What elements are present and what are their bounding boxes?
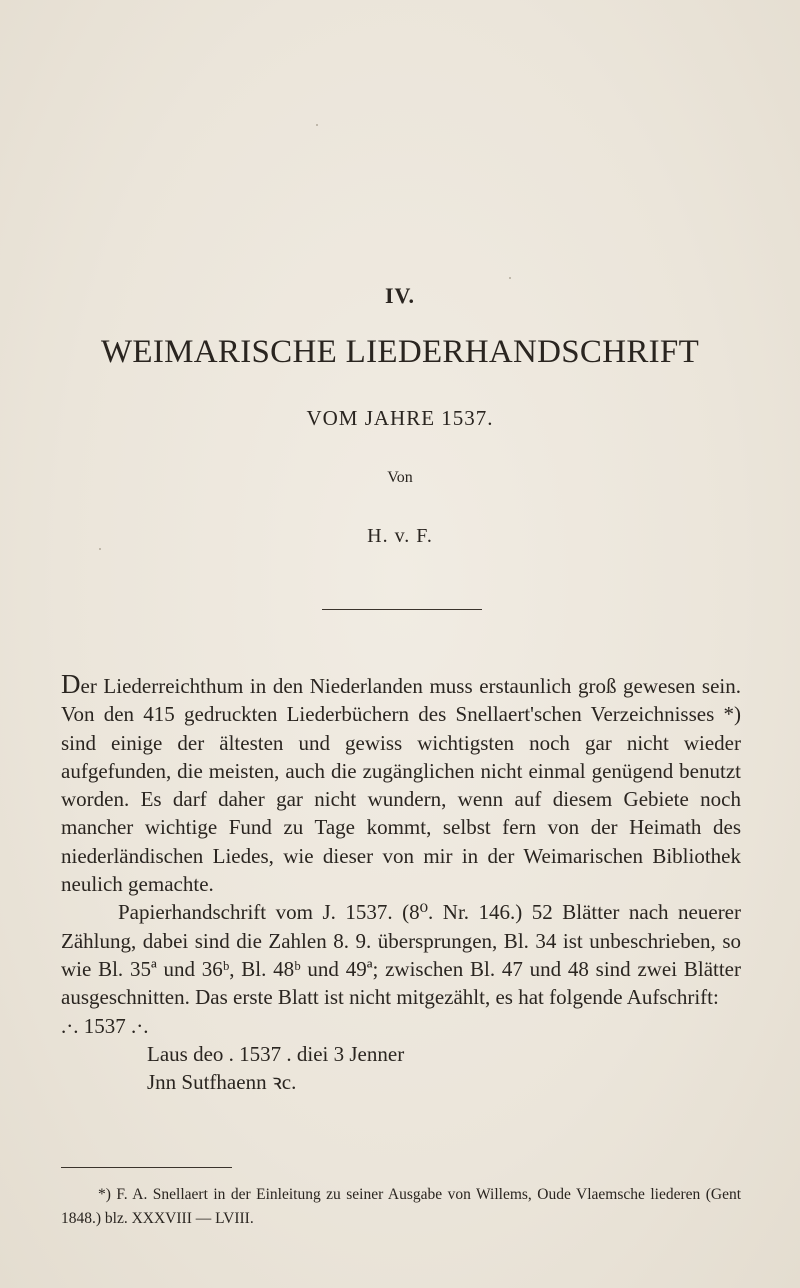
body-text — [61, 670, 741, 1096]
paper-speck — [316, 124, 318, 126]
drop-cap: D — [61, 669, 81, 699]
title-divider — [322, 609, 482, 610]
chapter-numeral: IV. — [384, 283, 416, 308]
footnote — [61, 1183, 741, 1231]
paragraph-2: Papierhandschrift vom J. 1537. (8⁰. Nr. 146.) 52 Blätter nach neuerer Zählung, dabei sind die Zahlen 8. 9. übersprungen, Bl. 34 ist unbeschrieben, so wie Bl. 35ª und 36ᵇ, Bl. 48ᵇ und 49ª; zwischen Bl. 47 und 48 sind zwei Blätter ausgeschnitten. Das erste Blatt ist nicht mitgezählt, es hat folgende Aufschrift: — [61, 900, 741, 1010]
footnote-marker: *) — [98, 1186, 111, 1203]
inscription-line-1: .·. 1537 .·. — [61, 1013, 149, 1038]
paper-speck — [509, 277, 511, 279]
paper-speck — [99, 548, 101, 550]
footnote-divider — [61, 1167, 232, 1168]
byline-label: Von — [387, 469, 413, 486]
chapter-subtitle: VOM JAHRE 1537. — [306, 406, 494, 430]
inscription-line-2: Laus deo . 1537 . diei 3 Jenner — [147, 1041, 405, 1066]
paragraph-1-text: er Liederreichthum in den Niederlanden muss erstaunlich groß gewesen sein. Von den 415 gedruckten Liederbüchern des Snellaert'schen Verzeichnisses *) sind einige der ältesten und gewiss wichtigsten noch gar nicht wieder aufgefunden, die meisten, auch die zugänglichen nicht einmal genügend benutzt worden. Es darf daher gar nicht wundern, wenn auf diesem Gebiete noch mancher wichtige Fund zu Tage kommt, selbst fern von der Heimath des niederländischen Liedes, wie dieser von mir in der Weimarischen Bibliothek neulich gemachte. — [61, 674, 741, 897]
author-name: H. v. F. — [367, 525, 433, 547]
footnote-text: F. A. Snellaert in der Einleitung zu seiner Ausgabe von Willems, Oude Vlaemsche liederen (Gent 1848.) blz. XXXVIII — LVIII. — [61, 1186, 742, 1227]
paragraph-1 — [61, 670, 741, 898]
inscription-line-3: Jnn Sutfhaenn ꝛc. — [147, 1070, 297, 1095]
chapter-title: WEIMARISCHE LIEDERHANDSCHRIFT — [100, 334, 700, 370]
